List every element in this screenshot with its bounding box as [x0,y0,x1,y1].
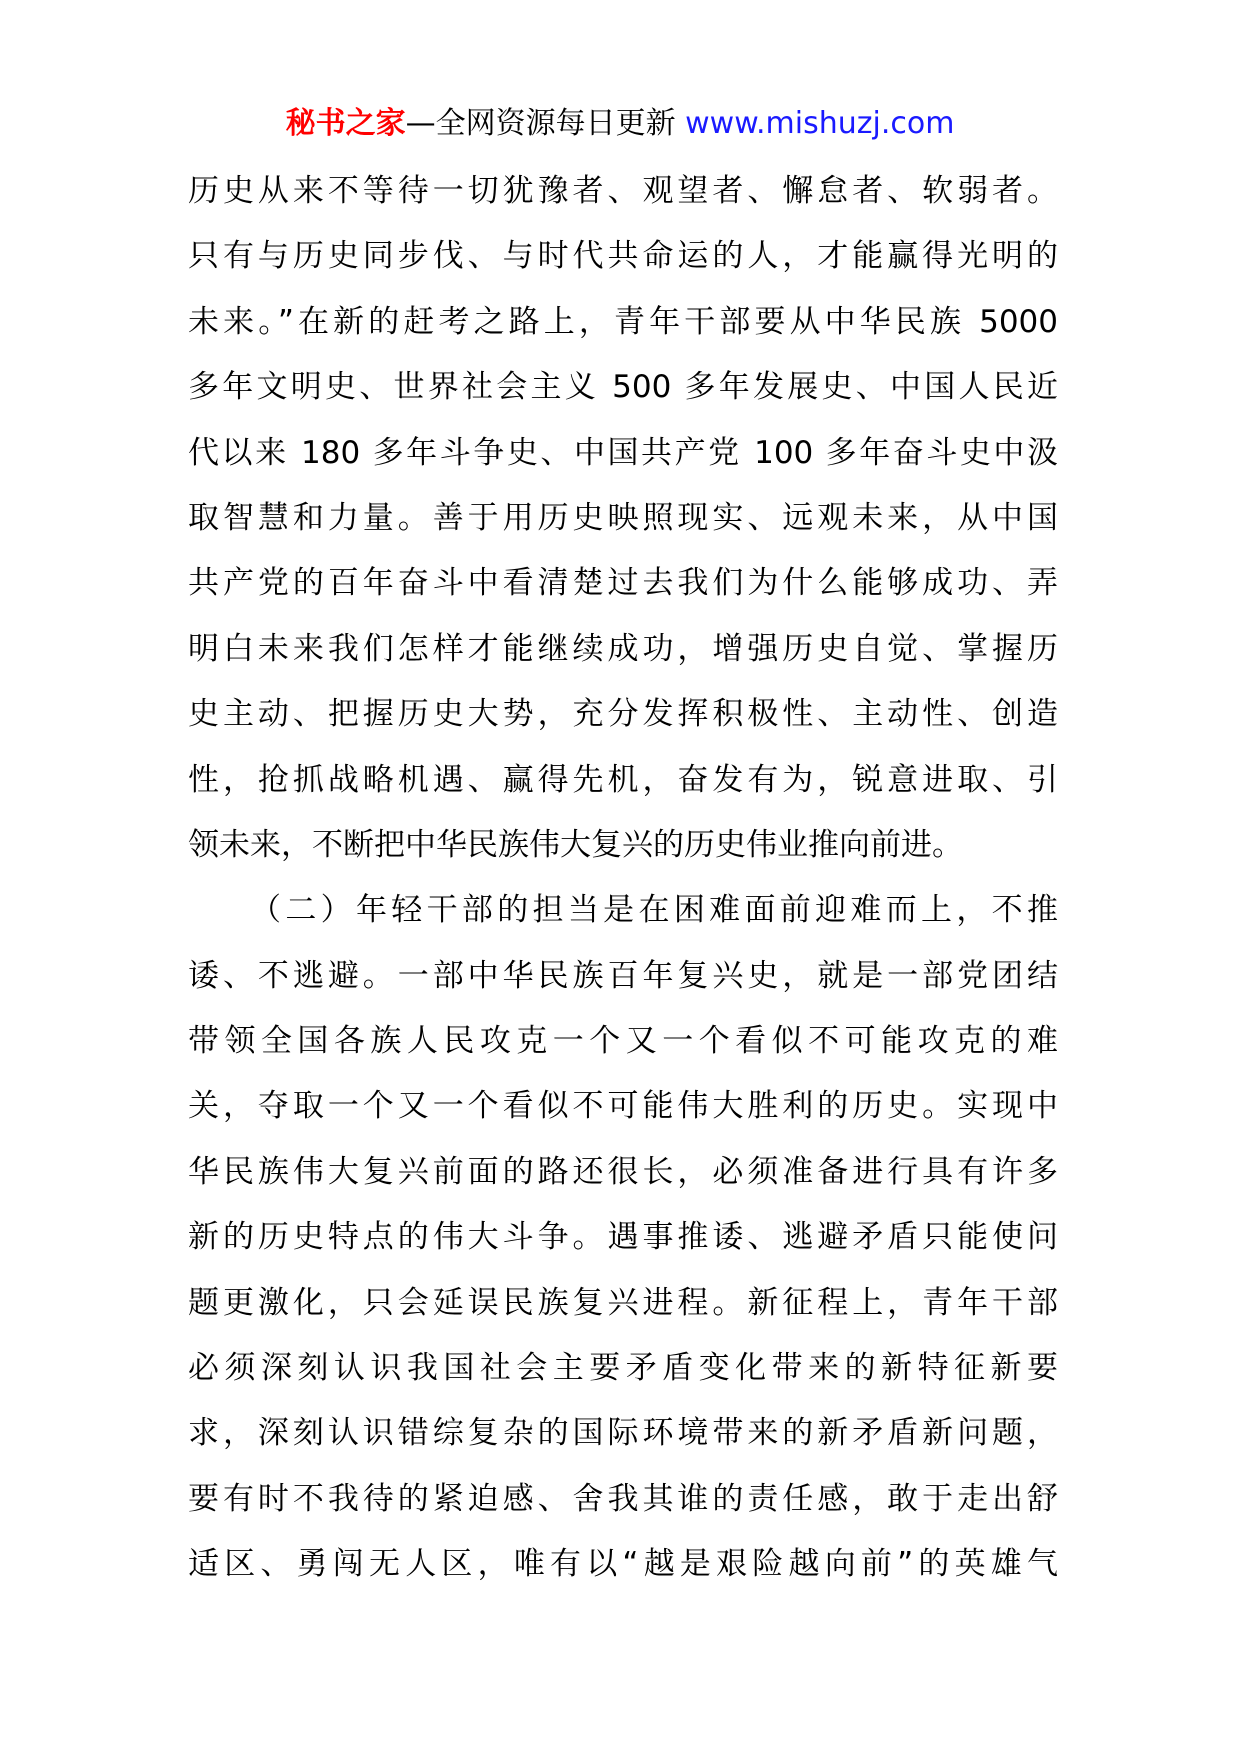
text-line: 求，深刻认识错综复杂的国际环境带来的新矛盾新问题， [188,1415,1058,1452]
text-line: 未来。”在新的赶考之路上，青年干部要从中华民族 5000 [188,303,1058,340]
site-url-link[interactable]: www.mishuzj.com [685,106,955,141]
text-line: 代以来 180 多年斗争史、中国共产党 100 多年奋斗史中汲 [188,434,1058,471]
text-line: 性，抢抓战略机遇、赢得先机，奋发有为，锐意进取、引 [188,761,1058,798]
document-body [188,159,1058,1598]
text-line: 华民族伟大复兴前面的路还很长，必须准备进行具有许多 [188,1153,1058,1190]
text-line: 要有时不我待的紧迫感、舍我其谁的责任感，敢于走出舒 [188,1480,1058,1517]
text-line: 明白未来我们怎样才能继续成功，增强历史自觉、掌握历 [188,630,1058,667]
text-line: 历史从来不等待一切犹豫者、观望者、懈怠者、软弱者。 [188,173,1058,209]
section-heading-line: （二）年轻干部的担当是在困难面前迎难而上，不推 [250,892,1058,929]
text-line: 取智慧和力量。善于用历史映照现实、远观未来，从中国 [188,499,1058,536]
header-tagline: —全网资源每日更新 [405,106,676,141]
text-line: 必须深刻认识我国社会主要矛盾变化带来的新特征新要 [188,1350,1058,1387]
site-header [0,100,1240,148]
text-line: 只有与历史同步伐、与时代共命运的人，才能赢得光明的 [188,238,1058,275]
brand-name: 秘书之家 [285,106,406,141]
text-line: 史主动、把握历史大势，充分发挥积极性、主动性、创造 [188,696,1058,733]
text-line: 适区、勇闯无人区，唯有以“越是艰险越向前”的英雄气 [188,1546,1058,1583]
text-line: 领未来，不断把中华民族伟大复兴的历史伟业推向前进。 [188,826,963,863]
text-line: 诿、不逃避。一部中华民族百年复兴史，就是一部党团结 [188,957,1058,994]
text-line: 多年文明史、世界社会主义 500 多年发展史、中国人民近 [188,369,1058,406]
text-line: 共产党的百年奋斗中看清楚过去我们为什么能够成功、弄 [188,565,1058,602]
text-line: 题更激化，只会延误民族复兴进程。新征程上，青年干部 [188,1284,1058,1321]
text-line: 新的历史特点的伟大斗争。遇事推诿、逃避矛盾只能使问 [188,1219,1058,1256]
text-line: 带领全国各族人民攻克一个又一个看似不可能攻克的难 [188,1023,1058,1060]
text-line: 关，夺取一个又一个看似不可能伟大胜利的历史。实现中 [188,1088,1058,1125]
